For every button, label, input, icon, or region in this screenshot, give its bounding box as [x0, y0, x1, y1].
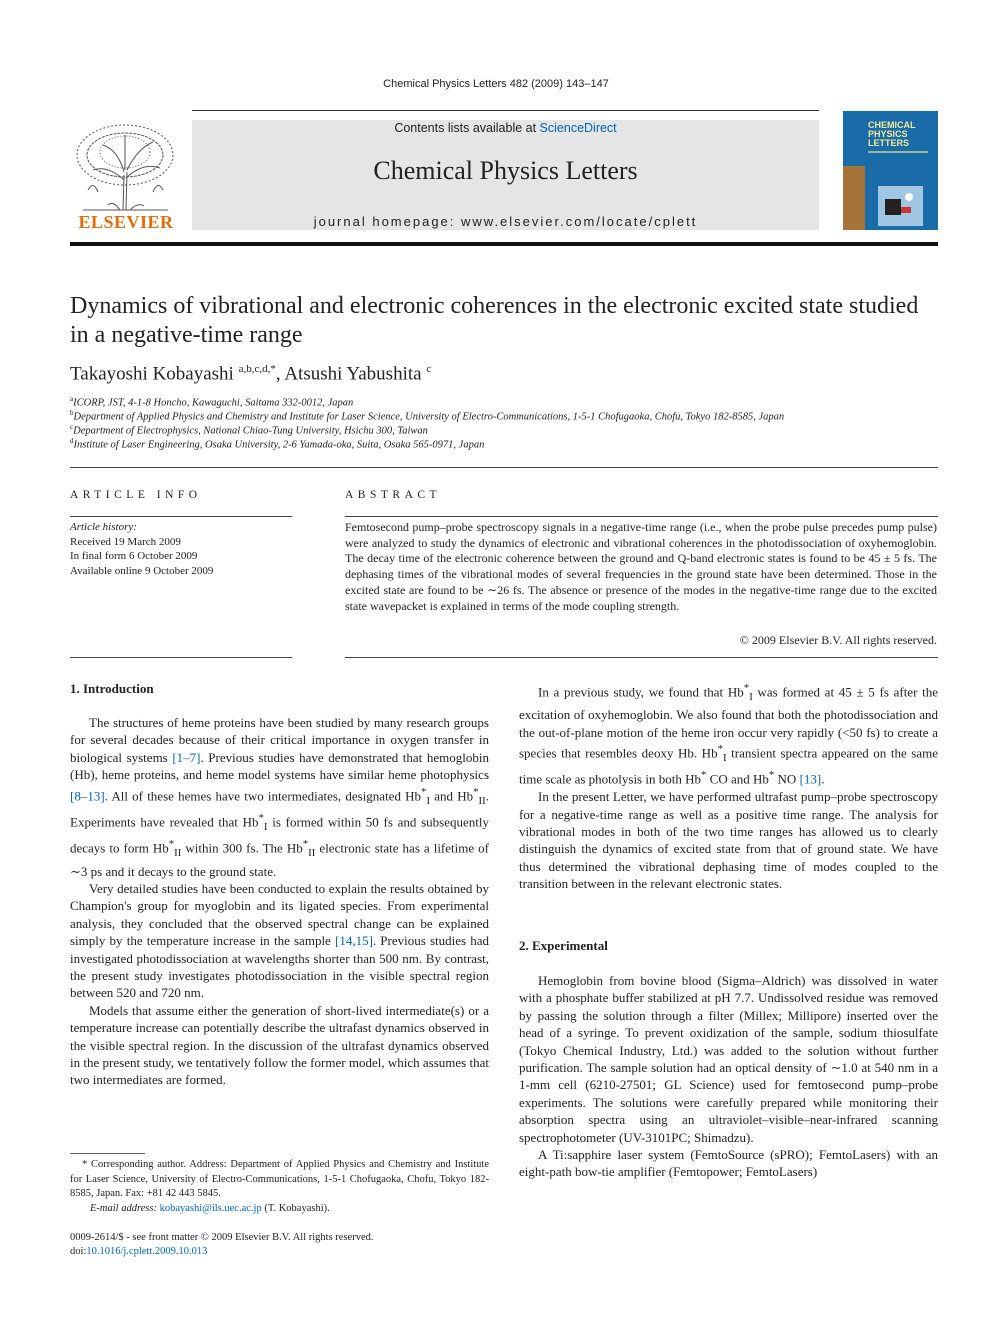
- left-column: [70, 714, 489, 1089]
- revised-date: In final form 6 October 2009: [70, 550, 198, 562]
- abstract-label: ABSTRACT: [345, 489, 442, 501]
- section-heading-introduction: 1. Introduction: [70, 681, 154, 696]
- footnote: [70, 1158, 489, 1216]
- abstract-copyright: © 2009 Elsevier B.V. All rights reserved.: [739, 633, 937, 647]
- author-name[interactable]: Takayoshi Kobayashi: [70, 363, 234, 385]
- article-title: Dynamics of vibrational and electronic coherences in the electronic excited state studied in a negative-time range: [70, 293, 919, 348]
- doi-line: doi:10.1016/j.cplett.2009.10.013: [70, 1246, 208, 1257]
- citation-link[interactable]: [14,15]: [334, 933, 373, 949]
- header-thick-rule: [70, 242, 938, 246]
- intro-paragraph-4: In a previous study, we found that $Hb^*_I$ was formed at 45 ± 5 fs after the excitation of oxyhemoglobin. We also found that both the photodissociation and the out-of-plane motion of the heme iron occur very rapidly (<50 fs) to create a species that resembles deoxy Hb. $Hb^*_I$ transient spectra appeared on the same time scale as photolysis in both Hb* CO and Hb* NO [13].: [519, 682, 939, 787]
- issn-line: 0009-2614/$ - see front matter © 2009 Elsevier B.V. All rights reserved.: [70, 1232, 374, 1243]
- affiliation-rule: [70, 467, 938, 468]
- email-note: E-mail address: kobayashi@ils.uec.ac.jp (T. Kobayashi).: [90, 1202, 330, 1214]
- abstract-text: Femtosecond pump–probe spectroscopy signals in a negative-time range (i.e., when the probe pulse precedes pump pulse) were analyzed to study the dynamics of electronic and vibrational coherences in the photodissociation of oxyhemoglobin. The decay time of the electronic coherence between the ground and Q-band electronic states is found to be 45 ± 5 fs. The dephasing times of the vibrational modes of several frequencies in the ground state have been determined. Those in the excited state are found to be ∼26 fs. The absence or presence of the modes in the negative-time range due to the excited state wavepacket is explained in terms of the mode coupling strength.: [345, 520, 937, 613]
- contents-prefix: Contents lists available at: [394, 121, 540, 135]
- right-column-bottom: [519, 972, 938, 1181]
- intro-paragraph-5: In the present Letter, we have performed ultrafast pump–probe spectroscopy for a negative-time range as well as a positive time range. The analysis for vibrational modes in both of the two time ranges has allowed us to clearly distinguish the dynamics of excited state from that of ground state. We have thus determined the vibrational dephasing time of modes coupled to the transition between in the relevant electronic states.: [519, 789, 938, 892]
- experimental-paragraph-1: Hemoglobin from bovine blood (Sigma–Aldrich) was dissolved in water with a phosphate buffer stabilized at pH 7.7. Undissolved residue was removed by passing the solution through a filter (Millex; Millipore) inserted over the head of a syringe. To prevent oxidization of the sample, sodium thiosulfate (Tokyo Chemical Industry, Ltd.) was added to the solution without further purification. The sample solution had an optical density of ∼1.0 at 540 nm in a 1-mm cell (6210-27501; GL Science) used for femtosecond pump–probe experiments. The solutions were carefully prepared while monitoring their absorption spectra using an ultraviolet–visible–near-infrared scanning spectrophotometer (UV-3101PC; Shimadzu).: [519, 973, 938, 1145]
- affiliation: $^a$ICORP, JST, 4-1-8 Honcho, Kawaguchi, Saitama 332-0012, Japan: [70, 395, 354, 409]
- article-history: [70, 520, 292, 578]
- online-date: Available online 9 October 2009: [70, 564, 214, 577]
- doi-link[interactable]: 10.1016/j.cplett.2009.10.013: [86, 1246, 208, 1257]
- abstract-rule: [345, 516, 938, 517]
- affiliation: $^c$Department of Electrophysics, National Chiao-Tung University, Hsichu 300, Taiwan: [70, 423, 428, 437]
- author-list: Takayoshi Kobayashi $^{a,b,c,d,*}$, Atsushi Yabushita $^c$: [70, 363, 432, 385]
- sciencedirect-link[interactable]: ScienceDirect: [539, 121, 617, 135]
- journal-name: Chemical Physics Letters: [373, 156, 638, 185]
- affiliation: $^b$Department of Applied Physics and Chemistry and Institute for Laser Science, University of Electro-Communications, 1-5-1 Chofugaoka, Chofu, Tokyo 182-8585, Japan: [70, 409, 785, 423]
- journal-cover-image: [843, 111, 938, 230]
- email-link[interactable]: kobayashi@ils.uec.ac.jp: [159, 1202, 262, 1214]
- journal-reference: Chemical Physics Letters 482 (2009) 143–147: [383, 78, 609, 90]
- history-label: Article history:: [70, 521, 137, 533]
- cover-title: CHEMICAL PHYSICS LETTERS: [868, 120, 916, 148]
- journal-homepage[interactable]: journal homepage: www.elsevier.com/locate/cplett: [313, 214, 698, 229]
- article-info-bottom-rule: [70, 657, 292, 658]
- corresponding-author-note: * Corresponding author. Address: Department of Applied Physics and Chemistry and Institute for Laser Science, University of Electro-Communications, 1-5-1 Chofugaoka, Chofu, Tokyo 182-8585, Japan. Fax: +81 42 443 5845.: [70, 1159, 489, 1199]
- intro-paragraph-2: Very detailed studies have been conducted to explain the results obtained by Champion's group for myoglobin and its ligated species. From experimental analysis, they concluded that the observed spectral change can be explained simply by the temperature increase in the sample [14,15]. Previous studies had investigated photodissociation at wavelengths shorter than 500 nm. By contrast, the present study investigates photodissociation in the visible spectral region between 520 and 720 nm.: [70, 881, 489, 1001]
- article-info-rule: [70, 516, 292, 517]
- author-affiliation-marks: a,b,c,d,*: [238, 363, 276, 375]
- header-rule: [192, 110, 819, 111]
- received-date: Received 19 March 2009: [70, 535, 181, 548]
- article-info-label: ARTICLE INFO: [70, 489, 202, 501]
- intro-paragraph-1: The structures of heme proteins have been studied by many research groups for several decades because of their critical importance in oxygen transfer in biological systems [1–7]. Previous studies have demonstrated that hemoglobin (Hb), heme proteins, and heme model systems have similar heme photophysics [8–13]. All of these hemes have two intermediates, designated $Hb^*_I$ and $Hb^*_{II}$. Experiments have revealed that $Hb^*_I$ is formed within 50 fs and subsequently decays to form $Hb^*_{II}$ within 300 fs. The $Hb^*_{II}$ electronic state has a lifetime of ∼3 ps and it decays to the ground state.: [70, 715, 489, 879]
- citation-link[interactable]: [1–7]: [172, 749, 201, 765]
- abstract-bottom-rule: [345, 657, 938, 658]
- author-name[interactable]: Atsushi Yabushita: [284, 363, 422, 385]
- intro-paragraph-3: Models that assume either the generation of short-lived intermediate(s) or a temperature increase can potentially describe the ultrafast dynamics observed in the visible spectral region. In the discussion of the ultrafast dynamics observed in the present study, we tentatively follow the former model, which assumes that two intermediates are formed.: [70, 1002, 489, 1088]
- right-column-top: [519, 680, 938, 893]
- affiliation: $^d$Institute of Laser Engineering, Osaka University, 2-6 Yamada-oka, Suita, Osaka 565-0971, Japan: [70, 437, 485, 451]
- experimental-paragraph-2: A Ti:sapphire laser system (FemtoSource (sPRO); FemtoLasers) with an eight-path bow-tie amplifier (Femtopower; FemtoLasers): [519, 1147, 938, 1180]
- footnote-rule: [70, 1153, 145, 1154]
- citation-link[interactable]: [8–13]: [70, 787, 105, 803]
- elsevier-logo-text: ELSEVIER: [78, 212, 174, 232]
- contents-line: [192, 121, 819, 135]
- author-affiliation-marks: c: [426, 363, 432, 375]
- section-heading-experimental: 2. Experimental: [519, 938, 608, 953]
- citation-link[interactable]: [13]: [799, 771, 822, 787]
